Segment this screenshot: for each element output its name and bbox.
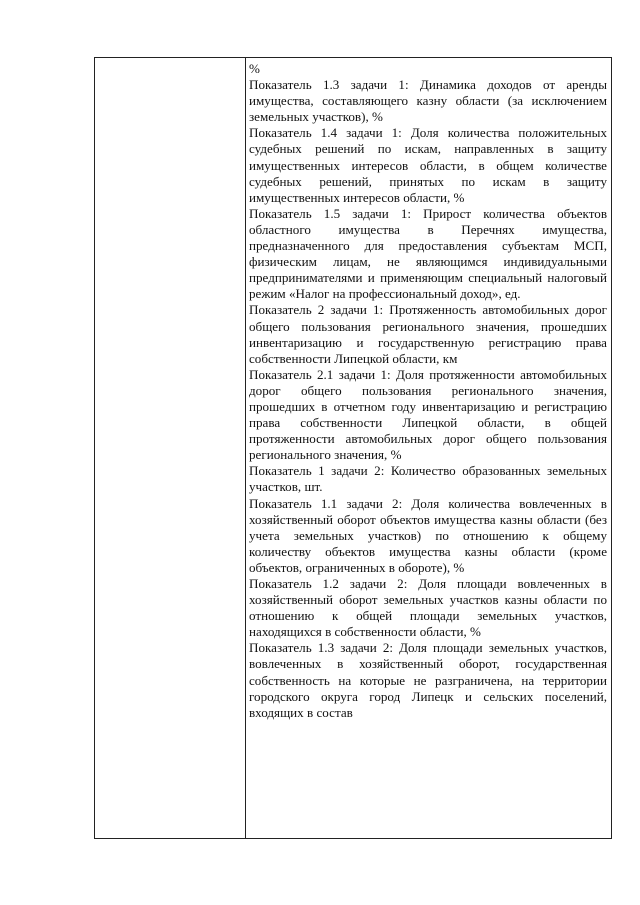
paragraph-indicator-1-5-task-1: Показатель 1.5 задачи 1: Прирост количества объектов областного имущества в Перечнях имущества, предназначенного для предоставления субъектам МСП, физическим лицам, не являющимся индивидуальными предпринимателями и применяющим специальный налоговый режим «Налог на профессиональный доход», ед. <box>249 205 607 302</box>
paragraph-indicator-2-task-1: Показатель 2 задачи 1: Протяженность автомобильных дорог общего пользования регионального значения, прошедших инвентаризацию и государственную регистрацию права собственности Липецкой области, км <box>249 302 607 366</box>
paragraph-percent-continuation: % <box>249 61 260 76</box>
paragraph-indicator-1-4-task-1: Показатель 1.4 задачи 1: Доля количества положительных судебных решений по искам, направленных в защиту имущественных интересов области, в общем количестве судебных решений, принятых по искам в защиту имущественных интересов области, % <box>249 125 607 205</box>
paragraph-indicator-1-task-2: Показатель 1 задачи 2: Количество образованных земельных участков, шт. <box>249 463 607 495</box>
document-table <box>94 57 612 839</box>
paragraph-indicator-1-3-task-2: Показатель 1.3 задачи 2: Доля площади земельных участков, вовлеченных в хозяйственный оборот, государственная собственность на которые не разграничена, на территории городского округа город Липецк и сельских поселений, входящих в состав <box>249 640 607 720</box>
paragraph-indicator-1-3-task-1: Показатель 1.3 задачи 1: Динамика доходов от аренды имущества, составляющего казну области (за исключением земельных участков), % <box>249 77 607 125</box>
paragraph-indicator-2-1-task-1: Показатель 2.1 задачи 1: Доля протяженности автомобильных дорог общего пользования регионального значения, прошедших в отчетном году инвентаризацию и регистрацию права собственности Липецкой области, в общей протяженности автомобильных дорог общего пользования регионального значения, % <box>249 366 607 463</box>
paragraph-indicator-1-2-task-2: Показатель 1.2 задачи 2: Доля площади вовлеченных в хозяйственный оборот земельных участков казны области по отношению к общей площади земельных участков, находящихся в собственности области, % <box>249 576 607 640</box>
table-right-cell <box>246 58 611 838</box>
paragraph-indicator-1-1-task-2: Показатель 1.1 задачи 2: Доля количества вовлеченных в хозяйственный оборот объектов имущества казны области (без учета земельных участков) по отношению к общему количеству объектов имущества казны области (кроме объектов, ограниченных в обороте), % <box>249 495 607 575</box>
table-left-cell <box>95 58 246 838</box>
